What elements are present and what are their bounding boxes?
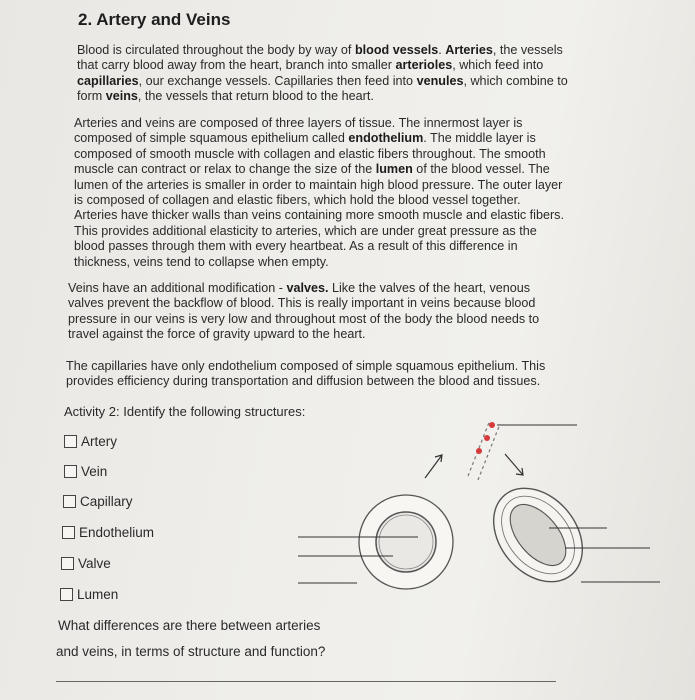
text-run: Blood is circulated throughout the body by way of bbox=[77, 43, 355, 57]
text-run: that carry blood away from the heart, branch into smaller bbox=[77, 58, 396, 73]
text-run: , which combine to bbox=[463, 73, 568, 88]
text-run: thickness, veins tend to collapse when empty. bbox=[74, 254, 329, 269]
question-line-2: and veins, in terms of structure and function? bbox=[56, 644, 326, 659]
section-title: 2. Artery and Veins bbox=[78, 10, 231, 29]
text-run: , the vessels that return blood to the heart. bbox=[137, 89, 374, 104]
text-run: Veins have an additional modification - bbox=[68, 281, 287, 295]
capillary-drawing bbox=[468, 420, 500, 480]
bold-term: Arteries bbox=[445, 43, 493, 57]
text-run: travel against the force of gravity upward to the heart. bbox=[68, 327, 366, 342]
bold-term: endothelium bbox=[348, 131, 424, 146]
text-run: form bbox=[77, 89, 106, 104]
text-run: Arteries have thicker walls than veins containing more smooth muscle and elastic fibers. bbox=[74, 208, 564, 223]
bold-term: lumen bbox=[375, 162, 413, 177]
artery-cross-section bbox=[359, 495, 453, 589]
red-blood-cell bbox=[484, 435, 490, 441]
text-run: blood passes through them with every heartbeat. As a result of this difference in bbox=[74, 239, 518, 254]
bold-term: blood vessels bbox=[354, 43, 439, 57]
bold-term: arterioles bbox=[395, 58, 453, 73]
checkbox-label: Vein bbox=[81, 464, 108, 479]
text-run: . bbox=[438, 43, 446, 57]
text-run: of the blood vessel. The bbox=[412, 162, 550, 177]
text-run: , which feed into bbox=[452, 58, 544, 73]
text-run: The capillaries have only endothelium composed of simple squamous epithelium. This bbox=[66, 359, 546, 373]
text-run: Like the valves of the heart, venous bbox=[328, 281, 531, 295]
text-run: muscle can contract or relax to change the size of the bbox=[74, 162, 376, 177]
arrow-icon bbox=[505, 454, 523, 475]
text-run: provides efficiency during transportation and diffusion between the blood and tissues. bbox=[66, 374, 541, 389]
text-run: . The middle layer is bbox=[423, 131, 536, 146]
text-run: valves prevent the backflow of blood. This is really important in veins because blood bbox=[68, 296, 536, 311]
checkbox-label: Capillary bbox=[80, 494, 133, 509]
arrow-icon bbox=[425, 455, 442, 478]
text-run: composed of simple squamous epithelium called bbox=[74, 131, 349, 146]
checkbox-label: Endothelium bbox=[79, 525, 155, 540]
vein-cross-section bbox=[475, 471, 600, 600]
bold-term: venules bbox=[416, 73, 464, 88]
bold-term: valves. bbox=[286, 281, 329, 295]
text-run: This provides additional elasticity to arteries, which are under great pressure as the bbox=[74, 223, 537, 238]
question-line-1: What differences are there between arteries bbox=[58, 618, 321, 633]
checkbox-label: Valve bbox=[78, 556, 111, 571]
text-run: , our exchange vessels. Capillaries then feed into bbox=[138, 73, 417, 88]
text-run: composed of smooth muscle with collagen and elastic fibers throughout. The smooth bbox=[74, 146, 546, 161]
bold-term: veins bbox=[105, 89, 138, 104]
text-run: lumen of the arteries is smaller in order to maintain high blood pressure. The outer layer bbox=[74, 177, 563, 192]
text-run: , the vessels bbox=[492, 43, 563, 57]
text-run: pressure in our veins is very low and throughout most of the body the blood needs to bbox=[68, 311, 540, 326]
text-run: is composed of collagen and elastic fibers, which hold the blood vessel together. bbox=[74, 193, 521, 208]
activity-title: Activity 2: Identify the following structures: bbox=[64, 404, 306, 419]
red-blood-cell bbox=[476, 448, 482, 454]
red-blood-cell bbox=[489, 422, 495, 428]
checkbox-label: Lumen bbox=[77, 587, 119, 602]
text-run: Arteries and veins are composed of three layers of tissue. The innermost layer is bbox=[74, 116, 523, 130]
bold-term: capillaries bbox=[77, 73, 139, 88]
checkbox-label: Artery bbox=[81, 434, 118, 449]
